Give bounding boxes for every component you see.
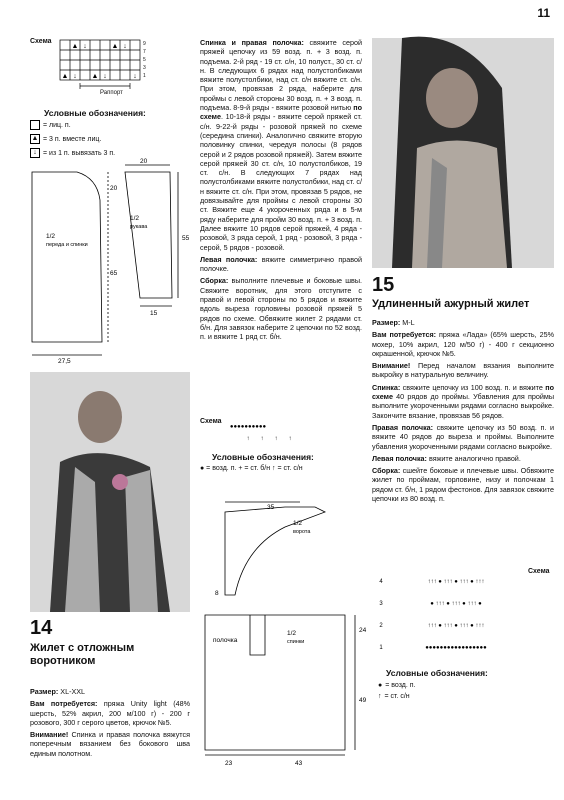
dimension-label: 55: [182, 235, 190, 242]
svg-text:1: 1: [379, 645, 383, 651]
dimension-label: 24: [359, 627, 367, 634]
dimension-label: 20: [140, 158, 148, 165]
svg-text:▲: ▲: [61, 73, 69, 80]
svg-text:↓: ↓: [103, 73, 107, 80]
row-number: 7: [143, 49, 146, 55]
legend-title: Условные обозначения:: [212, 452, 314, 462]
front-label: полочка: [213, 637, 238, 644]
dimension-label: 35: [267, 504, 275, 511]
back-label: 1/2: [287, 630, 297, 637]
row-number: 1: [143, 73, 146, 79]
dimension-label: 65: [110, 270, 118, 277]
svg-text:↑↑↑ ● ↑↑↑ ● ↑↑↑ ● ↑↑↑: ↑↑↑ ● ↑↑↑ ● ↑↑↑ ● ↑↑↑: [427, 623, 485, 629]
piece-sublabel: переда и спинки: [46, 242, 88, 248]
legend-item: ▲ = 3 п. вместе лиц.: [31, 135, 102, 143]
svg-text:●●●●●●●●●●●●●●●●●: ●●●●●●●●●●●●●●●●●: [425, 645, 487, 651]
dimension-label: 27,5: [58, 358, 71, 365]
dimension-label: 8: [215, 590, 219, 597]
project-number-15: 15: [372, 274, 395, 296]
model-photo-14: [30, 372, 190, 612]
dimension-label: 49: [359, 697, 367, 704]
size-value: XL-XXL: [58, 687, 86, 696]
increase-icon: ↓: [30, 148, 40, 158]
pattern-diagram-2: [205, 487, 370, 770]
size-value: M-L: [400, 318, 415, 327]
dimension-label: 20: [110, 185, 118, 192]
row-number: 9: [143, 41, 146, 47]
sleeve-sublabel: рукава: [130, 224, 148, 230]
project-title-14: Жилет с отложным воротником: [30, 642, 135, 667]
scheme-label: Схема: [528, 568, 550, 575]
svg-text:3: 3: [379, 601, 383, 607]
svg-text:↓: ↓: [73, 73, 77, 80]
dimension-label: 15: [150, 310, 158, 317]
legend-item: ↑ = ст. с/н: [378, 693, 410, 700]
svg-text:↑: ↑: [260, 436, 264, 442]
stitch-chart-2: [229, 420, 310, 444]
legend-item: = лиц. п.: [30, 120, 115, 130]
triangle-icon: ▲: [31, 135, 39, 142]
model-photo-15: [372, 38, 554, 268]
legend-title: Условные обозначения:: [386, 668, 488, 678]
svg-text:● ↑↑↑ ● ↑↑↑ ● ↑↑↑ ●: ● ↑↑↑ ● ↑↑↑ ● ↑↑↑ ●: [430, 601, 482, 607]
page-number: 11: [537, 6, 550, 20]
materials-text: пряжа Unity light (48% шерсть, 52% акрил, 200 м/100 г) - 200 г розового, 300 г серого цветов, крючок №5.: [30, 699, 190, 727]
instructions-column: Спинка и правая полочка: свяжите серой пряжей цепочку из 59 возд. п. + 3 возд. п. подъема. 2-й ряд - 19 ст. с/н, 10 полуст., 30 ст. с/н. В следующих 6 рядах над полустолбиками вяжите полустолбики, над ст. с/н вяжите ст. с/н. При этом, провязав 2 ряда, наберите для проймы с левой стороны 30 возд. п. + 3 возд. п. подъема. 8-9-й ряды - вяжите розовой нитью по схеме. 10-18-й ряды - вяжите серой пряжей ст. с/н. 9-22-й ряды - розовой пряжей по схеме (середина спинки). Аналогично свяжите вторую половинку спинки, чередуя полосы (8 рядов серой и 2 рядов розовой пряжей). Затем вяжите серой пряжей 30 ст. с/н, 10 полустолбиков, 19 ст. с/н. В следующих 7 рядах над полустолбиками вяжите полустолбики, над ст. с/н вяжите ст. с/н. При этом, провязав 5 рядов, не довязывайте для проймы с левой стороны 30 ст. Вяжите еще 4 укороченных ряда и в 5-м ряду наберите для пройм 30 возд. п. + 3 возд. п. Далее вяжите 10 рядов серой пряжей, 4 ряда - розовой, 3 ряда серой, 1 ряд - розовой, 3 ряда - серой, 5 рядов - розовой. Левая полочка: вяжите симметрично правой полочке. Сборка: выполните плечевые и боковые швы. Свяжите воротник, для этого отступите с правой и левой стороны по 5 рядов и вяжите вдоль выреза горловины розовой пряжей 5 рядов по схеме. Обвяжите жилет 2 рядами ст. б/н. Для завязок наберите 2 цепочки по 52 возд. п. и вяжите 1 ряд ст. б/н.: [200, 38, 362, 342]
scheme-label: Схема: [30, 38, 52, 45]
project-title-15: Удлиненный ажурный жилет: [372, 298, 530, 310]
legend-item: ● = возд. п.: [378, 682, 416, 689]
chain-icon: ●: [378, 682, 383, 689]
svg-text:●●●●●●●●●●: ●●●●●●●●●●: [229, 424, 267, 430]
legend-title: Условные обозначения:: [44, 108, 146, 118]
svg-text:▲: ▲: [71, 43, 79, 50]
pattern-diagram-1: [22, 160, 197, 370]
svg-text:↓: ↓: [133, 73, 137, 80]
rapport-label: Раппорт: [100, 90, 123, 96]
collar-sublabel: ворота: [293, 529, 311, 535]
photo-illustration: [372, 38, 554, 268]
svg-text:↓: ↓: [123, 43, 127, 50]
svg-text:2: 2: [379, 623, 383, 629]
collar-label: 1/2: [293, 520, 303, 527]
stitch-chart-3: [376, 575, 526, 660]
legend-text: ● = возд. п. + = ст. б/н ↑ = ст. с/н: [200, 465, 303, 472]
legend-item: ↓ = из 1 п. вывязать 3 п.: [30, 148, 115, 158]
materials-label: Вам потребуется:: [30, 699, 98, 709]
project-number-14: 14: [30, 617, 53, 639]
size-label: Размер:: [372, 318, 401, 327]
double-crochet-icon: ↑: [378, 693, 382, 700]
svg-text:↑↑↑ ● ↑↑↑ ● ↑↑↑ ● ↑↑↑: ↑↑↑ ● ↑↑↑ ● ↑↑↑ ● ↑↑↑: [427, 579, 485, 585]
svg-text:↑: ↑: [274, 436, 278, 442]
dimension-label: 43: [295, 760, 303, 767]
svg-text:↑: ↑: [246, 436, 250, 442]
photo-illustration: [30, 372, 190, 612]
piece-label: 1/2: [46, 233, 56, 240]
size-label: Размер:: [30, 687, 59, 696]
back-sublabel: спинки: [287, 639, 305, 645]
attention-text: Спинка и правая полочка вяжутся поперечным вязанием без бокового шва единым полотном.: [30, 730, 190, 758]
knit-stitch-icon: [30, 120, 40, 130]
row-number: 3: [143, 65, 146, 71]
attention-label: Внимание!: [30, 730, 69, 740]
row-number: 5: [143, 57, 146, 63]
scheme-label: Схема: [200, 418, 222, 425]
svg-text:▲: ▲: [111, 43, 119, 50]
svg-text:↑: ↑: [288, 436, 292, 442]
svg-text:4: 4: [379, 579, 383, 585]
svg-text:↓: ↓: [83, 43, 87, 50]
svg-text:▲: ▲: [91, 73, 99, 80]
dimension-label: 23: [225, 760, 233, 767]
sleeve-label: 1/2: [130, 215, 140, 222]
